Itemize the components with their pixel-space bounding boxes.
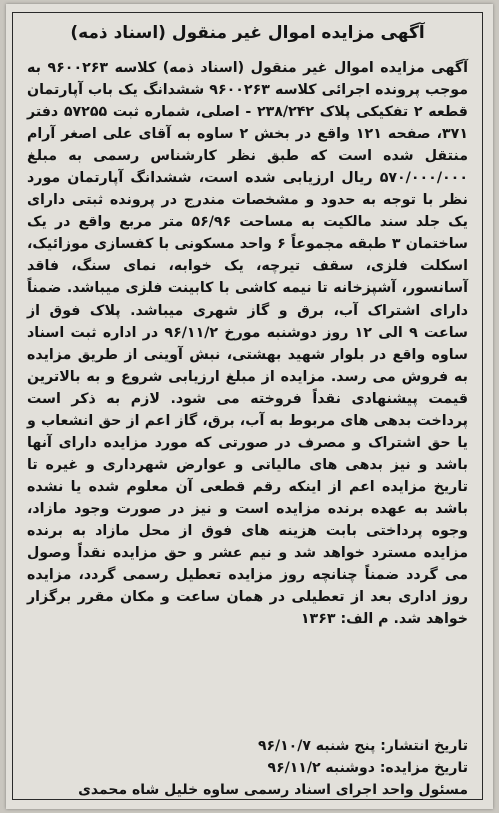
- newspaper-clipping: [6, 4, 493, 809]
- notice-body: [27, 57, 468, 630]
- notice-body-text: آگهی مزایده اموال غیر منقول (اسناد ذمه) کلاسه ۹۶۰۰۲۶۳ به موجب پرونده اجرائی کلاسه ۹۶۰۰۲۶۳ ششدانگ یک باب آپارتمان قطعه ۲ تفکیکی پلاک ۲۳۸/۲۴۲ - اصلی، شماره ثبت ۵۷۲۵۵ دفتر ۳۷۱، صفحه ۱۲۱ واقع در بخش ۲ ساوه به آقای علی اصغر آرام منتقل شده است که طبق نظر کارشناس رسمی به مبلغ ۵۷۰/۰۰۰/۰۰۰ ریال ارزیابی شده است، ششدانگ آپارتمان مورد نظر با توجه به حدود و مشخصات مندرج در پرونده ثبتی دارای یک جلد سند مالکیت به مساحت ۵۶/۹۶ متر مربع واقع در یک ساختمان ۳ طبقه مجموعاً ۶ واحد مسکونی با کفسازی موزائیک، اسکلت فلزی، سقف تیرچه، یک خوابه، نمای سنگ، فاقد آسانسور، آشپزخانه تا نیمه کاشی با کابینت فلزی میباشد. ضمناً دارای اشتراک آب، برق و گاز شهری میباشد. پلاک فوق از ساعت ۹ الی ۱۲ روز دوشنبه مورخ ۹۶/۱۱/۲ در اداره ثبت اسناد ساوه واقع در بلوار شهید بهشتی، نبش آوینی از طریق مزایده به فروش می رسد. مزایده از مبلغ ارزیابی شروع و به بالاترین قیمت پیشنهادی نقداً فروخته می شود. لازم به ذکر است پرداخت بدهی های مربوط به آب، برق، گاز اعم از حق انشعاب و یا حق اشتراک و مصرف در صورتی که مورد مزایده دارای آنها باشد و نیز بدهی های مالیاتی و عوارض شهرداری و غیره تا تاریخ مزایده اعم از اینکه رقم قطعی آن معلوم شده یا نشده باشد به عهده برنده مزایده است و نیز در صورت وجود مازاد، وجوه پرداختی بابت هزینه های فوق از محل مازاد به برنده مزایده مسترد خواهد شد و نیم عشر و حق مزایده نقداً وصول می گردد ضمناً چنانچه روز مزایده تعطیل رسمی گردد، مزایده روز اداری بعد از تعطیلی در همان ساعت و مکان مقرر برگزار خواهد شد. م الف: ۱۳۶۳: [27, 60, 468, 628]
- notice-frame: [12, 12, 483, 800]
- auction-date: تاریخ مزایده: دوشنبه ۹۶/۱۱/۲: [267, 760, 468, 776]
- publish-date: تاریخ انتشار: پنج شنبه ۹۶/۱۰/۷: [257, 738, 468, 754]
- notice-footer: [27, 735, 468, 801]
- signature: مسئول واحد اجرای اسناد رسمی ساوه خلیل شاه محمدی: [78, 782, 468, 798]
- notice-title: آگهی مزایده اموال غیر منقول (اسناد ذمه): [70, 23, 425, 43]
